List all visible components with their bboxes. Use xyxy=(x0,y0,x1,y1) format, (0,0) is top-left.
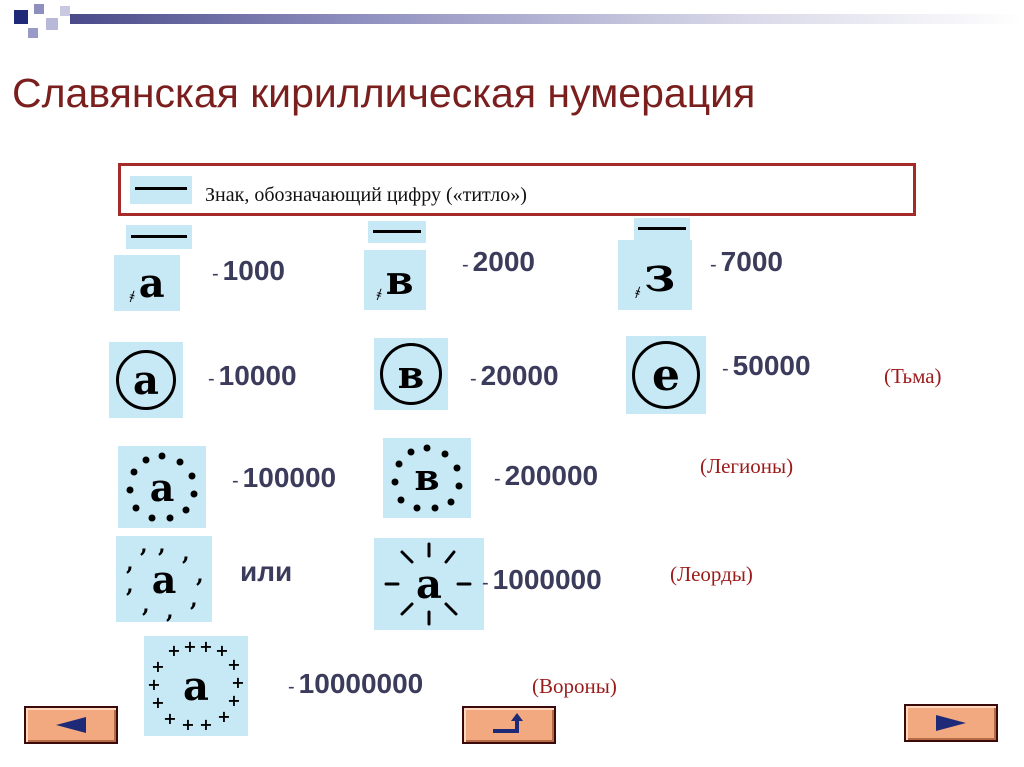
svg-text:+: + xyxy=(199,637,213,656)
svg-text:+: + xyxy=(231,673,245,692)
glyph-e-circle: е xyxy=(626,336,706,414)
glyph-a-dots: а xyxy=(118,446,206,528)
svg-text:+: + xyxy=(181,715,195,734)
or-label: или xyxy=(240,556,293,587)
value-10000000: - 10000000 xyxy=(288,668,424,699)
titlo-mark xyxy=(634,218,690,240)
top-strip xyxy=(70,14,1024,24)
page-title: Славянская кириллическая нумерация xyxy=(12,70,756,116)
svg-text:,: , xyxy=(158,536,166,558)
svg-text:+: + xyxy=(199,715,213,734)
svg-text:,: , xyxy=(196,562,204,588)
glyph-v-circle: в xyxy=(374,338,448,410)
glyph-z-thousand: ҂ з xyxy=(618,240,692,310)
glyph-v-thousand: ҂ в xyxy=(364,250,426,310)
svg-text:,: , xyxy=(126,550,134,576)
prev-button[interactable] xyxy=(24,706,118,744)
note-legiony: (Легионы) xyxy=(700,454,794,478)
svg-text:+: + xyxy=(151,657,165,676)
svg-text:+: + xyxy=(167,641,181,660)
value-1000: - 1000 xyxy=(212,255,285,286)
note-tma: (Тьма) xyxy=(884,364,942,388)
note-vorony: (Вороны) xyxy=(532,674,617,698)
glyph-a-circle: а xyxy=(109,342,183,418)
svg-text:,: , xyxy=(142,592,150,618)
titlo-mark xyxy=(126,225,192,249)
glyph-v-dots: в xyxy=(383,438,471,518)
svg-text:,: , xyxy=(140,536,148,558)
right-arrow-icon xyxy=(934,713,968,733)
value-10000: - 10000 xyxy=(208,360,297,391)
value-20000: - 20000 xyxy=(470,360,559,391)
titlo-icon xyxy=(130,176,192,204)
value-50000: - 50000 xyxy=(722,350,811,381)
glyph-a-thousand: ҂ а xyxy=(114,255,180,311)
svg-text:,: , xyxy=(190,586,198,612)
value-2000: - 2000 xyxy=(462,246,535,277)
glyph-a-commas: , , , , , , , , , а xyxy=(116,536,212,622)
value-100000: - 100000 xyxy=(232,462,337,493)
svg-text:+: + xyxy=(217,707,231,726)
titlo-mark xyxy=(368,221,426,243)
svg-text:,: , xyxy=(166,598,174,622)
svg-text:+: + xyxy=(227,691,241,710)
svg-text:+: + xyxy=(215,641,229,660)
value-1000000: - 1000000 xyxy=(482,564,602,595)
value-200000: - 200000 xyxy=(494,460,599,491)
titlo-legend-label: Знак, обозначающий цифру («титло») xyxy=(205,184,527,206)
return-button[interactable] xyxy=(462,706,556,744)
svg-text:,: , xyxy=(182,540,190,566)
svg-text:,: , xyxy=(126,572,134,598)
svg-text:+: + xyxy=(163,709,177,728)
next-button[interactable] xyxy=(904,704,998,742)
svg-text:+: + xyxy=(183,637,197,656)
glyph-a-crosses: + + + + + + + + + + + + + + а xyxy=(144,636,248,736)
note-leordy: (Леорды) xyxy=(670,562,753,586)
svg-text:+: + xyxy=(151,693,165,712)
svg-text:+: + xyxy=(227,655,241,674)
value-7000: - 7000 xyxy=(710,246,783,277)
svg-text:+: + xyxy=(147,675,161,694)
return-arrow-icon xyxy=(487,713,531,737)
glyph-a-rays: а xyxy=(374,538,484,630)
left-arrow-icon xyxy=(54,715,88,735)
